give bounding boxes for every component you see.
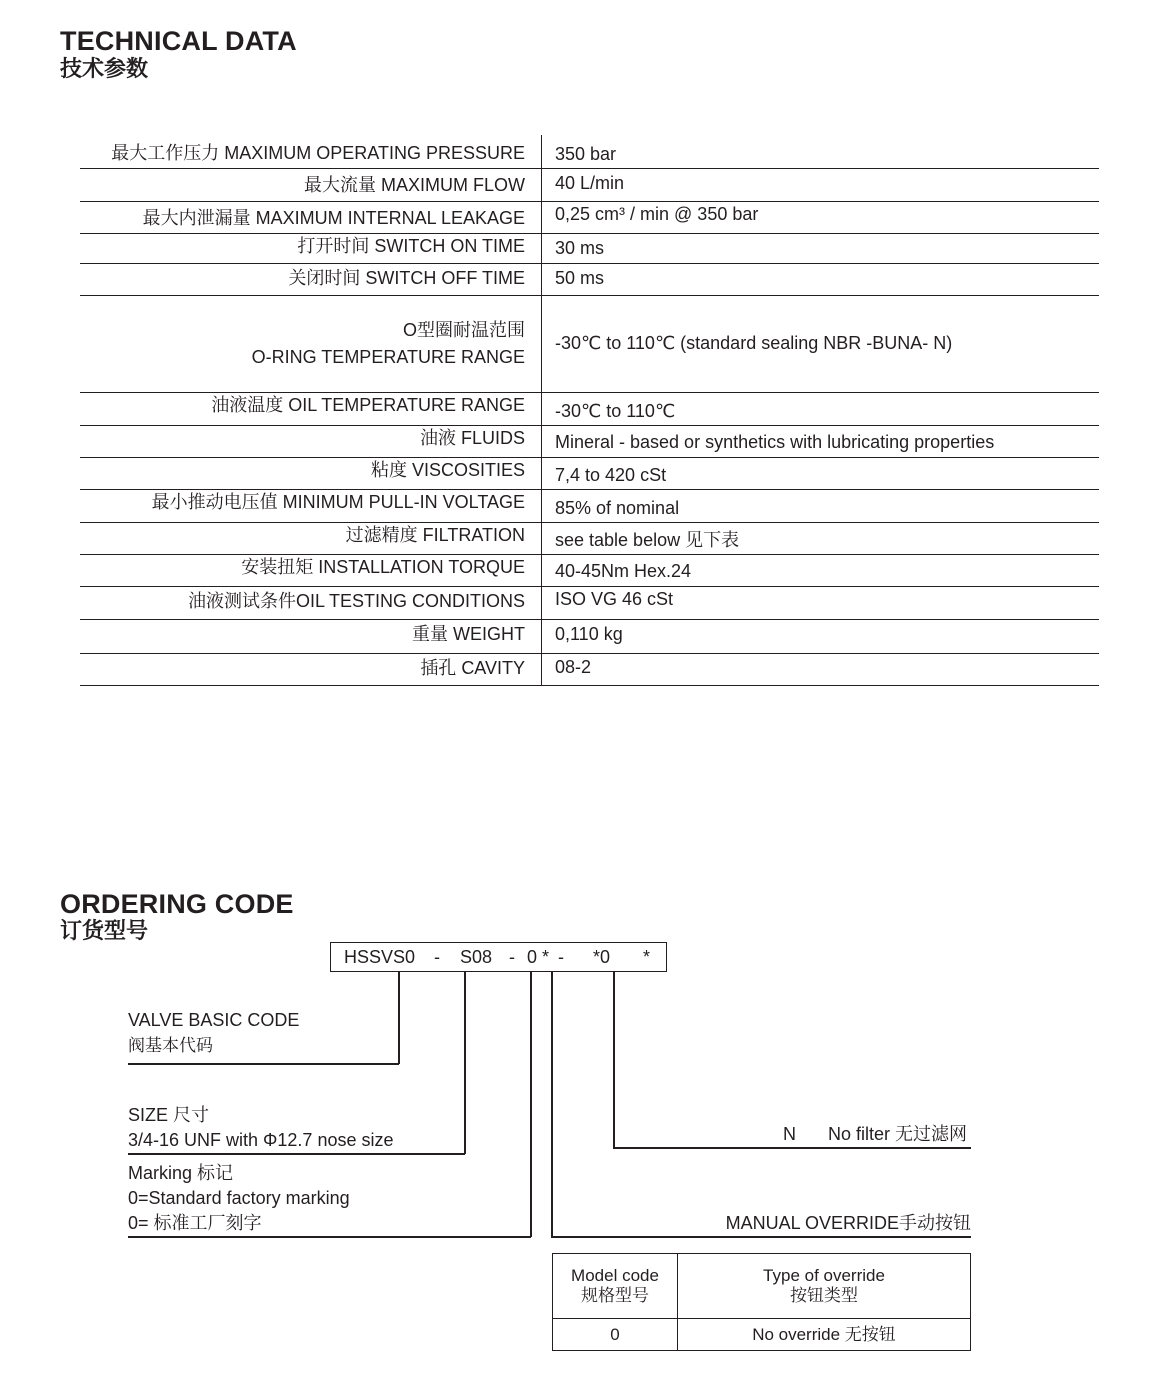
row-label-weight: 重量 WEIGHT — [412, 624, 525, 644]
row-label-oil-testing: 油液测试条件OIL TESTING CONDITIONS — [187, 591, 525, 611]
size-description: 3/4-16 UNF with Φ12.7 nose size — [128, 1130, 394, 1150]
override-code-cell: 0 — [553, 1319, 678, 1351]
row-label-cavity: 插孔 CAVITY — [420, 658, 525, 678]
row-value-weight: 0,110 kg — [555, 624, 623, 644]
row-value-installation-torque: 40-45Nm Hex.24 — [555, 561, 692, 581]
row-label-filtration: 过滤精度 FILTRATION — [345, 525, 525, 545]
table-row — [80, 619, 1099, 654]
header-override-type-en: Type of override — [763, 1266, 885, 1285]
leader-line-filter — [613, 972, 615, 1148]
header-override-type — [678, 1254, 971, 1319]
header-model-code-en: Model code — [571, 1266, 659, 1285]
row-value-internal-leakage: 0,25 cm³ / min @ 350 bar — [555, 204, 759, 224]
table-row — [80, 653, 1099, 686]
ordering-code-title-cn: 订货型号 — [60, 918, 149, 943]
leader-line-marking — [530, 972, 532, 1237]
header-model-code-cn: 规格型号 — [581, 1286, 649, 1305]
basic-code-label: VALVE BASIC CODE — [128, 1010, 300, 1030]
technical-data-title-cn: 技术参数 — [60, 56, 149, 81]
row-value-switch-off-time: 50 ms — [555, 268, 605, 288]
row-value-switch-on-time: 30 ms — [555, 238, 605, 258]
header-model-code — [553, 1254, 678, 1319]
leader-line-basic — [398, 972, 400, 1064]
table-row — [80, 201, 1099, 234]
basic-code-label-cn: 阀基本代码 — [128, 1036, 213, 1055]
size-label: SIZE 尺寸 — [128, 1105, 210, 1125]
leader-line-marking-h — [128, 1236, 531, 1238]
row-value-pull-in-voltage: 85% of nominal — [555, 498, 680, 518]
header-override-type-cn: 按钮类型 — [790, 1286, 858, 1305]
code-separator: - — [434, 947, 440, 967]
row-label-fluids: 油液 FLUIDS — [419, 428, 525, 448]
row-value-viscosities: 7,4 to 420 cSt — [555, 465, 667, 485]
table-row — [80, 392, 1099, 426]
code-segment-option: * — [643, 947, 651, 967]
leader-line-override — [551, 972, 553, 1237]
row-value-fluids: Mineral - based or synthetics with lubricating properties — [555, 432, 995, 452]
row-label-oring-temp-en: O-RING TEMPERATURE RANGE — [251, 347, 525, 367]
override-table — [552, 1253, 971, 1351]
code-segment-size: S08 — [460, 947, 493, 967]
row-value-cavity: 08-2 — [555, 657, 592, 677]
marking-option-1: 0=Standard factory marking — [128, 1188, 350, 1208]
row-label-oil-temp: 油液温度 OIL TEMPERATURE RANGE — [211, 395, 525, 415]
marking-option-2: 0= 标准工厂刻字 — [128, 1213, 262, 1233]
leader-line-override-h — [551, 1236, 971, 1238]
row-label-oring-temp-cn: O型圈耐温范围 — [402, 320, 525, 340]
row-label-switch-off-time: 关闭时间 SWITCH OFF TIME — [288, 268, 525, 288]
table-row — [80, 522, 1099, 555]
row-value-oring-temp: -30℃ to 110℃ (standard sealing NBR -BUNA- N) — [555, 333, 953, 353]
code-separator: - — [509, 947, 515, 967]
row-value-max-pressure: 350 bar — [555, 144, 617, 164]
code-separator: - — [558, 947, 564, 967]
code-segment-basic: HSSVS0 — [344, 947, 416, 967]
code-segment-filter: *0 — [593, 947, 611, 967]
override-table-header — [553, 1254, 971, 1319]
leader-line-size — [464, 972, 466, 1154]
code-segment-marking: 0 — [527, 947, 538, 967]
table-row — [80, 168, 1099, 202]
row-label-viscosities: 粘度 VISCOSITIES — [370, 460, 525, 480]
row-label-max-flow: 最大流量 MAXIMUM FLOW — [304, 175, 525, 195]
table-row — [80, 457, 1099, 490]
table-row — [80, 233, 1099, 264]
table-row — [80, 295, 1099, 393]
row-label-switch-on-time: 打开时间 SWITCH ON TIME — [297, 236, 525, 256]
code-segment-override: * — [542, 947, 550, 967]
row-value-oil-testing: ISO VG 46 cSt — [555, 589, 674, 609]
row-label-max-pressure: 最大工作压力 MAXIMUM OPERATING PRESSURE — [111, 143, 525, 163]
table-row — [80, 263, 1099, 296]
table-row — [80, 554, 1099, 587]
filter-code: N — [783, 1124, 796, 1144]
marking-label: Marking 标记 — [128, 1163, 234, 1183]
leader-line-basic-h — [128, 1063, 399, 1065]
row-label-pull-in-voltage: 最小推动电压值 MINIMUM PULL-IN VOLTAGE — [151, 492, 525, 512]
override-type-cell: No override 无按钮 — [678, 1319, 971, 1351]
table-row — [80, 586, 1099, 620]
technical-data-title: TECHNICAL DATA — [60, 26, 297, 56]
row-value-oil-temp: -30℃ to 110℃ — [555, 401, 676, 421]
row-label-installation-torque: 安装扭矩 INSTALLATION TORQUE — [241, 557, 525, 577]
table-row — [80, 425, 1099, 458]
table-row — [553, 1319, 971, 1351]
row-value-max-flow: 40 L/min — [555, 173, 625, 193]
leader-line-size-h — [128, 1153, 465, 1155]
row-value-filtration: see table below 见下表 — [555, 530, 740, 550]
table-row — [80, 135, 1099, 169]
filter-description: No filter 无过滤网 — [828, 1124, 968, 1144]
row-label-internal-leakage: 最大内泄漏量 MAXIMUM INTERNAL LEAKAGE — [142, 208, 525, 228]
leader-line-filter-h — [613, 1147, 971, 1149]
ordering-code-title: ORDERING CODE — [60, 889, 294, 919]
manual-override-label: MANUAL OVERRIDE手动按钮 — [725, 1213, 971, 1233]
table-row — [80, 489, 1099, 523]
